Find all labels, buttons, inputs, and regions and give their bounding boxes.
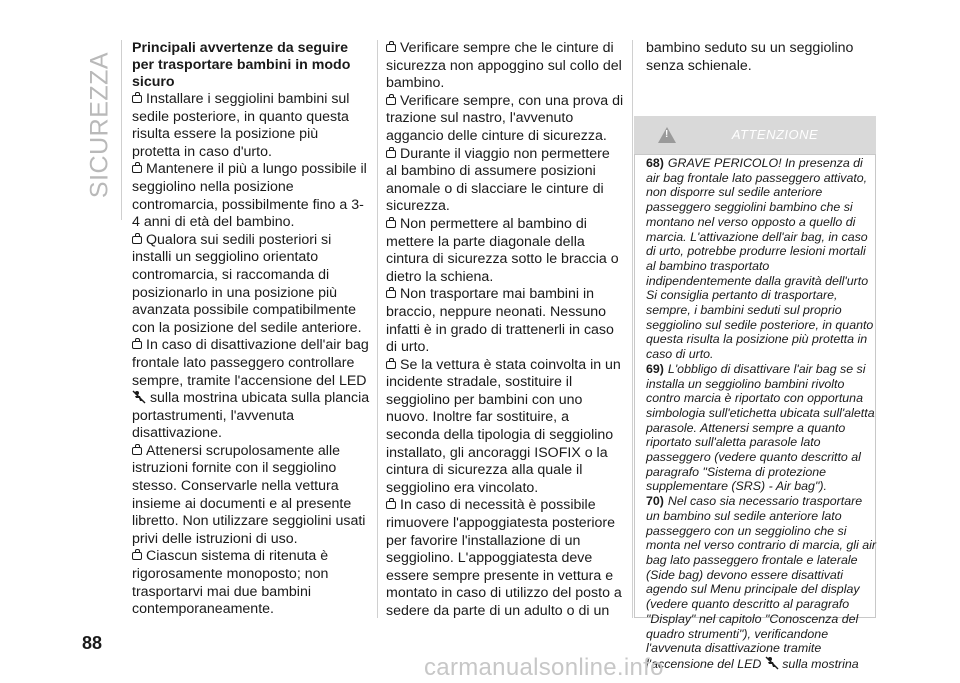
warning-title: ATTENZIONE [731, 127, 819, 142]
page-number: 88 [82, 633, 103, 653]
child-seat-bullet-icon [386, 361, 396, 369]
warning-item [646, 156, 876, 362]
list-item [132, 232, 370, 338]
child-seat-bullet-icon [386, 290, 396, 298]
warning-number: 68) [646, 156, 664, 170]
list-item-text: Ciascun sistema di ritenuta è rigorosamente monoposto; non trasportarvi mai due bambini contemporaneamente. [132, 548, 329, 618]
child-seat-bullet-icon [132, 552, 142, 560]
continuation-text: bambino seduto su un seggiolino senza schienale. [646, 40, 854, 74]
column-3 [646, 40, 878, 75]
list-item [386, 93, 624, 146]
warning-text: Nel caso sia necessario trasportare un bambino sul sedile anteriore lato passeggero con un seggiolino che si monta nel verso contrario di marcia, gli air bag lato passeggero frontale e laterale (Side bag) devono essere disattivati agendo sul Menu principale del display (vedere quanto descritto al paragrafo "Display" nel capitolo "Conoscenza del quadro strumenti"), verificandone l'avvenuta disattivazione tramite l'accensione del LED [646, 494, 877, 671]
warning-text: sulla mostrina [782, 656, 859, 671]
column-divider [632, 40, 633, 618]
list-item-text: In caso di disattivazione dell'air bag frontale lato passeggero controllare sempre, tramite l'accensione del LED [132, 337, 369, 389]
warning-text: GRAVE PERICOLO! In presenza di air bag frontale lato passeggero attivato, non disporre sul sedile anteriore passeggero seggiolini bambino che si montano nel verso opposto a quello di marcia. L'attivazione dell'air bag, in caso di urto, potrebbe produrre lesioni mortali al bambino trasportato indipendentemente dalla gravità dell'urto Si consiglia pertanto di trasportare, sempre, i bambini seduti sul proprio seggiolino sul sedile posteriore, in quanto questa risulta la posizione più protetta in caso di urto. [646, 156, 874, 362]
section-heading: Principali avvertenze da seguire per trasportare bambini in modo sicuro [132, 40, 351, 90]
list-item [386, 286, 624, 356]
warning-header [634, 116, 876, 154]
list-item [386, 146, 624, 216]
warning-item [646, 494, 876, 671]
warning-number: 69) [646, 361, 664, 376]
list-item [132, 91, 370, 161]
child-seat-bullet-icon [386, 97, 396, 105]
list-item [132, 337, 370, 443]
list-item-text: Mantenere il più a lungo possibile il seggiolino nella posizione contromarcia, possibilmente fino a 3-4 anni di età del bambino. [132, 161, 367, 231]
warning-item [646, 362, 876, 494]
list-item-text: Verificare sempre che le cinture di sicurezza non appoggino sul collo del bambino. [386, 40, 622, 92]
column-2 [386, 40, 624, 621]
column-divider [377, 40, 378, 618]
section-divider-line [121, 40, 122, 220]
column-1 [132, 40, 370, 619]
section-tab-label: SICUREZZA [85, 51, 114, 199]
child-seat-bullet-icon [132, 447, 142, 455]
list-item [132, 548, 370, 618]
list-item [386, 497, 624, 620]
list-item [386, 216, 624, 286]
list-item-text: Se la vettura è stata coinvolta in un incidente stradale, sostituire il seggiolino per bambini con uno nuovo. Inoltre far sostituire, a seconda della tipologia di seggiolino installato, gli ancoraggi ISOFIX o la cintura di sicurezza alla quale il seggiolino era vincolato. [386, 356, 621, 496]
list-item-text: Non permettere al bambino di mettere la parte diagonale della cintura di sicurezza sotto le braccia o dietro la schiena. [386, 215, 619, 285]
warning-number: 70) [646, 494, 664, 509]
warning-text: L'obbligo di disattivare l'air bag se si installa un seggiolino bambini rivolto contro marcia è riportato con opportuna simbologia sull'etichetta ubicata sull'aletta parasole. Attenersi sempre a quanto riportato sull'aletta parasole lato passeggero (vedere quanto descritto al paragrafo "Sistema di protezione supplementare (SRS) - Air bag"). [646, 361, 875, 494]
child-seat-bullet-icon [386, 44, 396, 52]
airbag-off-icon [765, 656, 779, 670]
list-item-text: In caso di necessità è possibile rimuovere l'appoggiatesta posteriore per favorire l'installazione di un seggiolino. L'appoggiatesta deve essere sempre presente in vettura e montato in caso di utilizzo del posto a sedere da parte di un adulto o di un [386, 497, 622, 619]
child-seat-bullet-icon [132, 341, 142, 349]
list-item-text: Durante il viaggio non permettere al bambino di assumere posizioni anomale o di slacciare le cinture di sicurezza. [386, 145, 610, 215]
child-seat-bullet-icon [386, 220, 396, 228]
section-tab [80, 50, 120, 200]
list-item-text: Non trasportare mai bambini in braccio, neppure neonati. Nessuno infatti è in grado di trattenerli in caso di urto. [386, 286, 614, 356]
watermark: carmanualsonline.info [424, 654, 664, 681]
child-seat-bullet-icon [386, 150, 396, 158]
child-seat-bullet-icon [386, 501, 396, 509]
list-item-text: Attenersi scrupolosamente alle istruzioni fornite con il seggiolino stesso. Conservarle nella vettura insieme ai documenti e al presente libretto. Non utilizzare seggiolini usati privi delle istruzioni di uso. [132, 442, 366, 547]
child-seat-bullet-icon [132, 95, 142, 103]
child-seat-bullet-icon [132, 165, 142, 173]
list-item [132, 161, 370, 231]
list-item-text: Qualora sui sedili posteriori si installi un seggiolino orientato contromarcia, si raccomanda di posizionarlo in una posizione più avanzata possibile compatibilmente con la posizione del sedile anteriore. [132, 231, 362, 336]
airbag-off-icon [132, 390, 146, 404]
list-item-text: Installare i seggiolini bambini sul sedile posteriore, in quanto questa risulta essere la posizione più protetta in caso d'urto. [132, 91, 350, 160]
list-item [132, 443, 370, 549]
list-item-text: Verificare sempre, con una prova di trazione sul nastro, l'avvenuto aggancio delle cinture di sicurezza. [386, 92, 624, 144]
list-item [386, 40, 624, 93]
list-item-text: sulla mostrina ubicata sulla plancia portastrumenti, l'avvenuta disattivazione. [132, 390, 370, 442]
warning-box [646, 156, 876, 672]
child-seat-bullet-icon [132, 236, 142, 244]
list-item [386, 357, 624, 498]
